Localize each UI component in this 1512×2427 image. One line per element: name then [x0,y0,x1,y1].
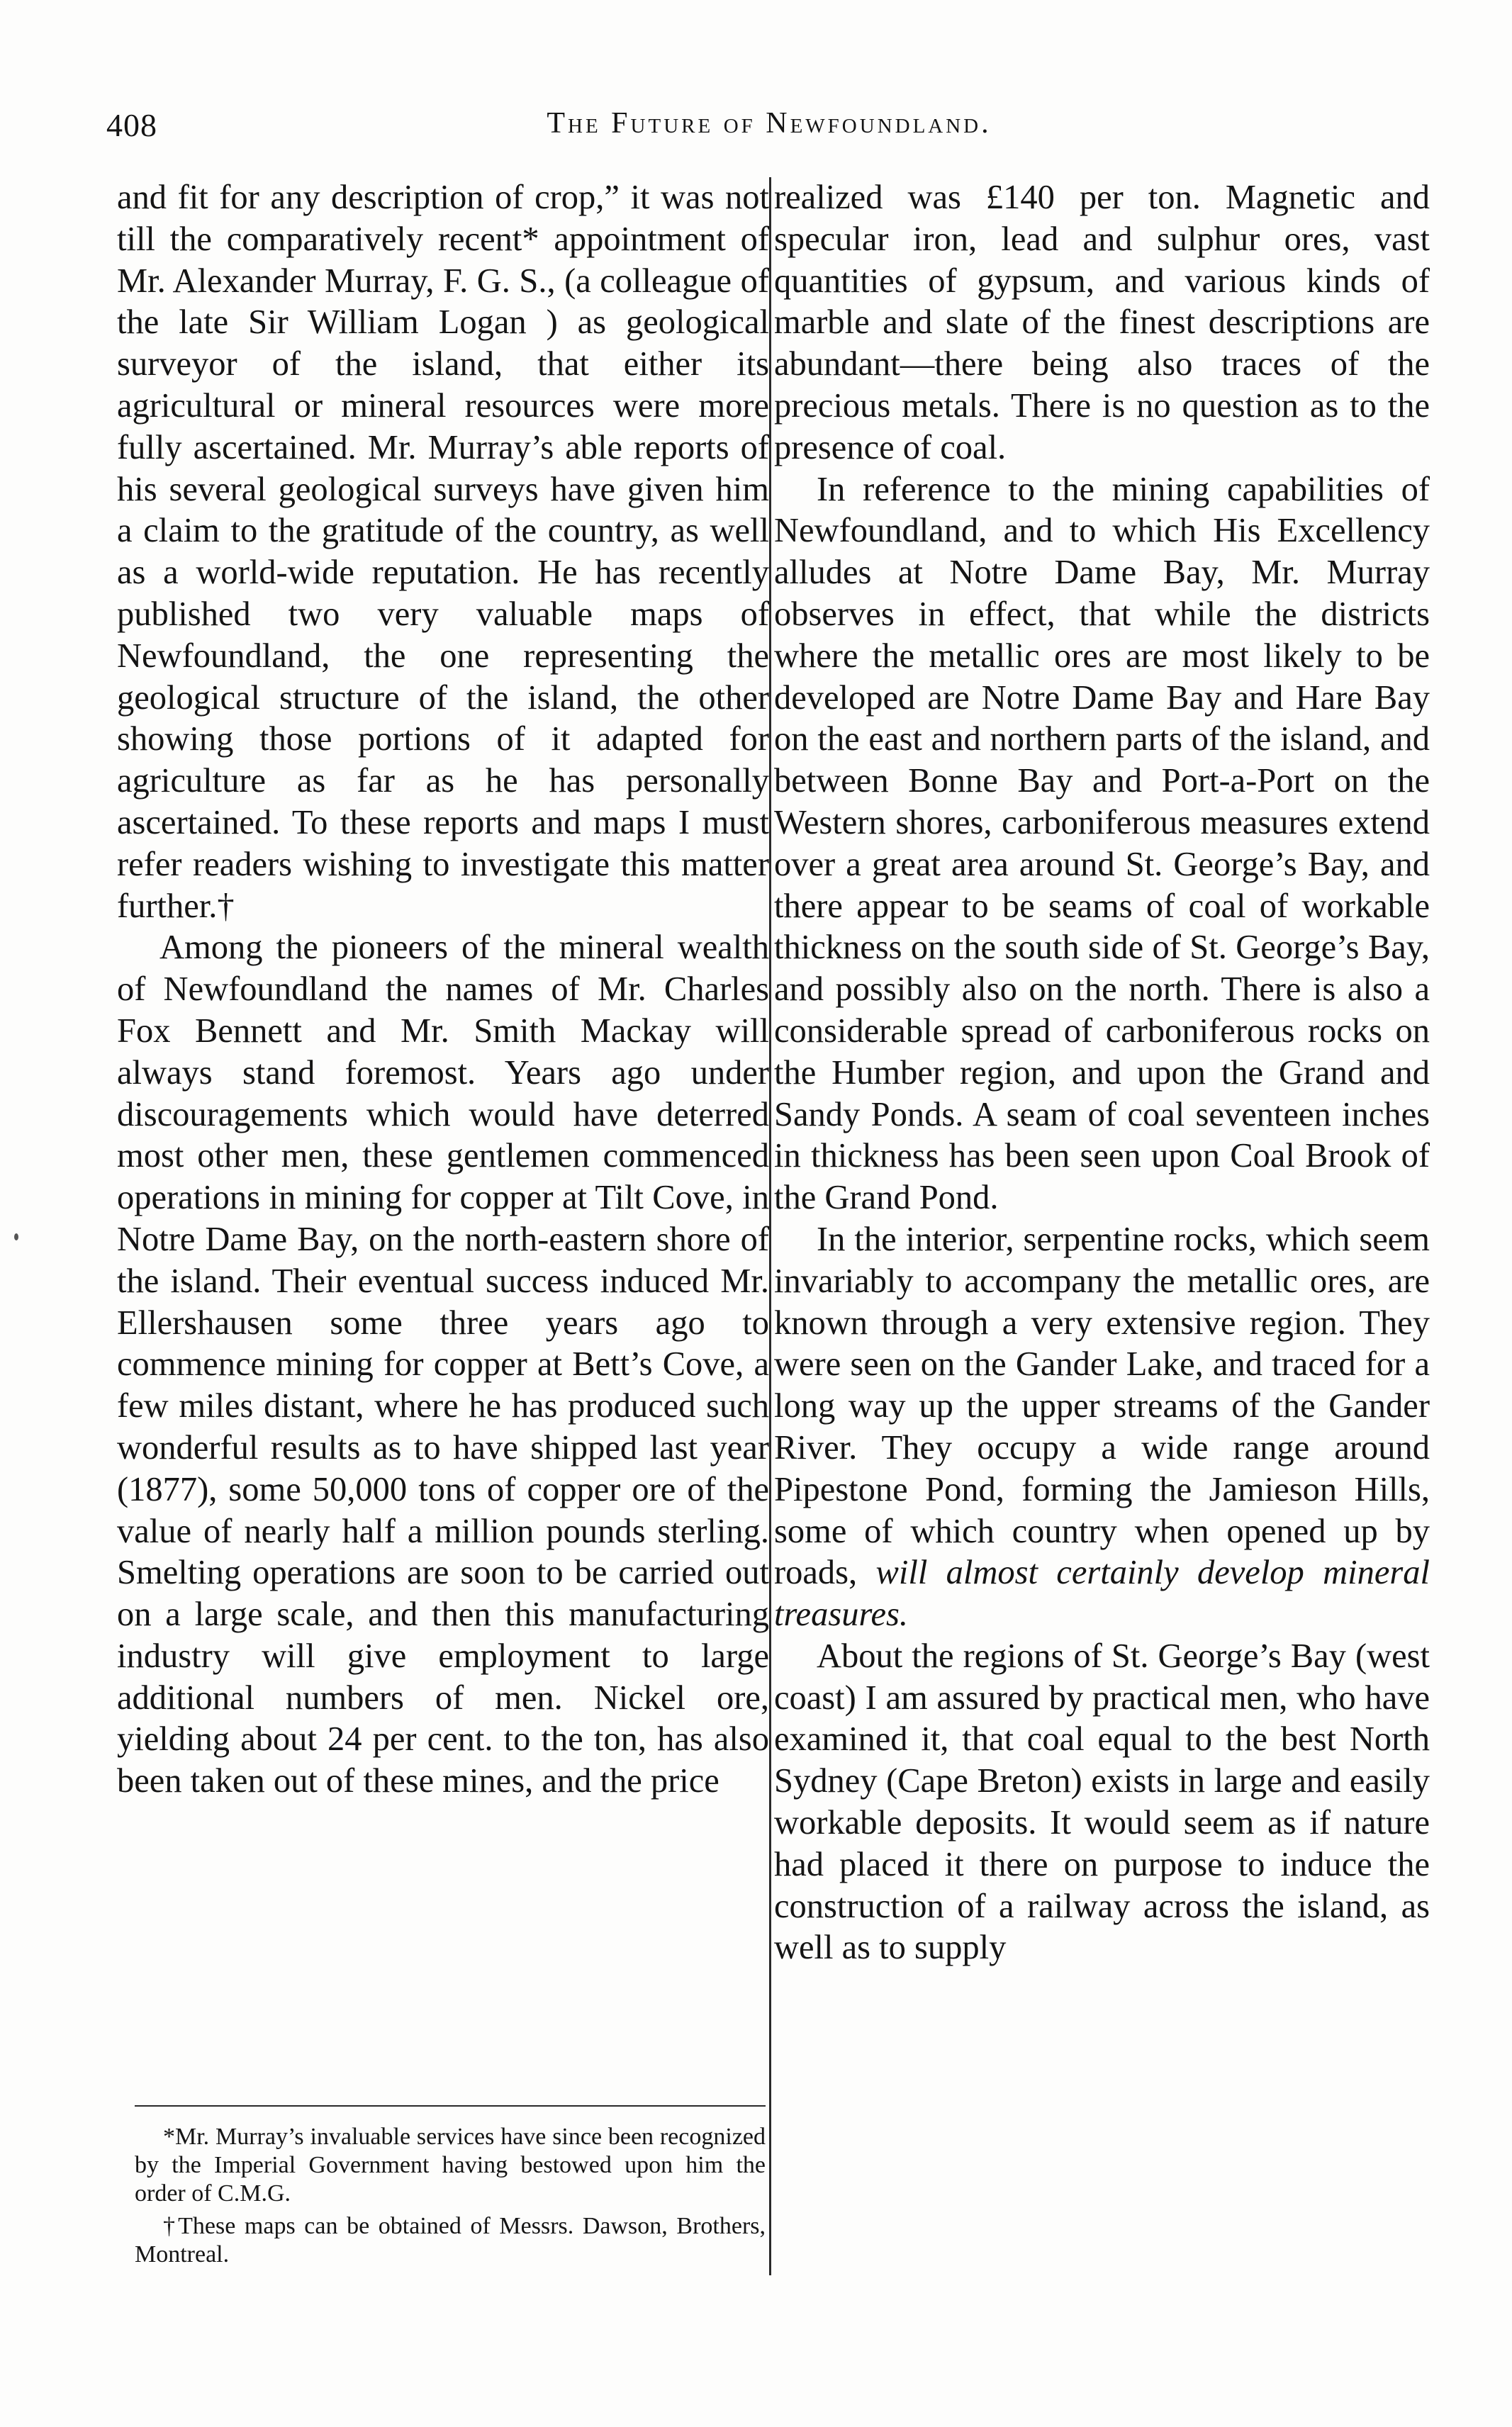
page-number: 408 [106,107,157,143]
left-paragraph-2: Among the pioneers of the mineral wealth of Newfoundland the names of Mr. Charles Fox Bennett and Mr. Smith Mackay will always stand foremost. Years ago under discouragements which would have deterred most other men, these gentlemen commenced operations in mining for copper at Tilt Cove, in Notre Dame Bay, on the north-eastern shore of the island. Their eventual success induced Mr. Ellershausen some three years ago to commence mining for copper at Bett’s Cove, a few miles distant, where he has produced such wonderful results as to have shipped last year (1877), some 50,000 tons of copper ore of the value of nearly half a million pounds sterling. Smelting operations are soon to be carried out on a large scale, and then this manufacturing industry will give employment to large additional numbers of men. Nickel ore, yielding about 24 per cent. to the ton, has also been taken out of these mines, and the price [117,929,769,1800]
left-paragraph-1: and fit for any description of crop,” it was not till the comparatively recent* appointment of Mr. Alexander Murray, F. G. S., (a colleague of the late Sir William Logan ) as geological surveyor of the island, that either its agricultural or mineral resources were more fully ascertained. Mr. Murray’s able reports of his several geological surveys have given him a claim to the gratitude of the country, as well as a world-wide reputation. He has recently published two very valuable maps of Newfoundland, the one representing the geological structure of the island, the other showing those portions of it adapted for agriculture as far as he has personally ascertained. To these reports and maps I must refer readers wishing to investigate this matter further.† [117,179,769,925]
footnotes [135,2123,766,2273]
right-column [774,177,1430,2275]
footnote-rule [135,2105,766,2107]
right-paragraph-2: In reference to the mining capabilities of Newfoundland, and to which His Excellency alludes at Notre Dame Bay, Mr. Murray observes in effect, that while the districts where the metallic ores are most likely to be developed are Notre Dame Bay and Hare Bay on the east and northern parts of the island, and between Bonne Bay and Port-a-Port on the Western shores, carboniferous measures extend over a great area around St. George’s Bay, and there appear to be seams of coal of workable thickness on the south side of St. George’s Bay, and possibly also on the north. There is also a considerable spread of carboniferous rocks on the Humber region, and upon the Grand and Sandy Ponds. A seam of coal seventeen inches in thickness has been seen upon Coal Brook of the Grand Pond. [774,470,1430,1217]
column-divider [769,177,771,2275]
running-title: The Future of Newfoundland. [547,107,992,140]
right-paragraph-3-text: In the interior, serpentine rocks, which seem invariably to accompany the metallic ores, are known through a very extensive region. They were seen on the Gander Lake, and traced for a long way up the upper streams of the Gander River. They occupy a wide range around Pipestone Pond, forming the Jamieson Hills, some of which country when opened up by roads, [774,1220,1430,1592]
footnote-1: *Mr. Murray’s invaluable services have since been recognized by the Imperial Government having bestowed upon him the order of C.M.G. [135,2124,766,2207]
footnote-2: †These maps can be obtained of Messrs. Dawson, Brothers, Montreal. [135,2213,766,2268]
margin-speck [14,1233,18,1240]
page-header [106,106,1432,156]
right-paragraph-3-italic: will almost certainly develop mineral treasures. [774,1554,1430,1634]
left-column [117,177,769,2091]
right-paragraph-3 [774,1219,1430,1636]
right-paragraph-1: realized was £140 per ton. Magnetic and specular iron, lead and sulphur ores, vast quantities of gypsum, and various kinds of marble and slate of the finest descriptions are abundant—there being also traces of the precious metals. There is no question as to the presence of coal. [774,179,1430,466]
right-paragraph-4: About the regions of St. George’s Bay (west coast) I am assured by practical men, who have examined it, that coal equal to the best North Sydney (Cape Breton) exists in large and easily workable deposits. It would seem as if nature had placed it there on purpose to induce the construction of a railway across the island, as well as to supply [774,1637,1430,1967]
